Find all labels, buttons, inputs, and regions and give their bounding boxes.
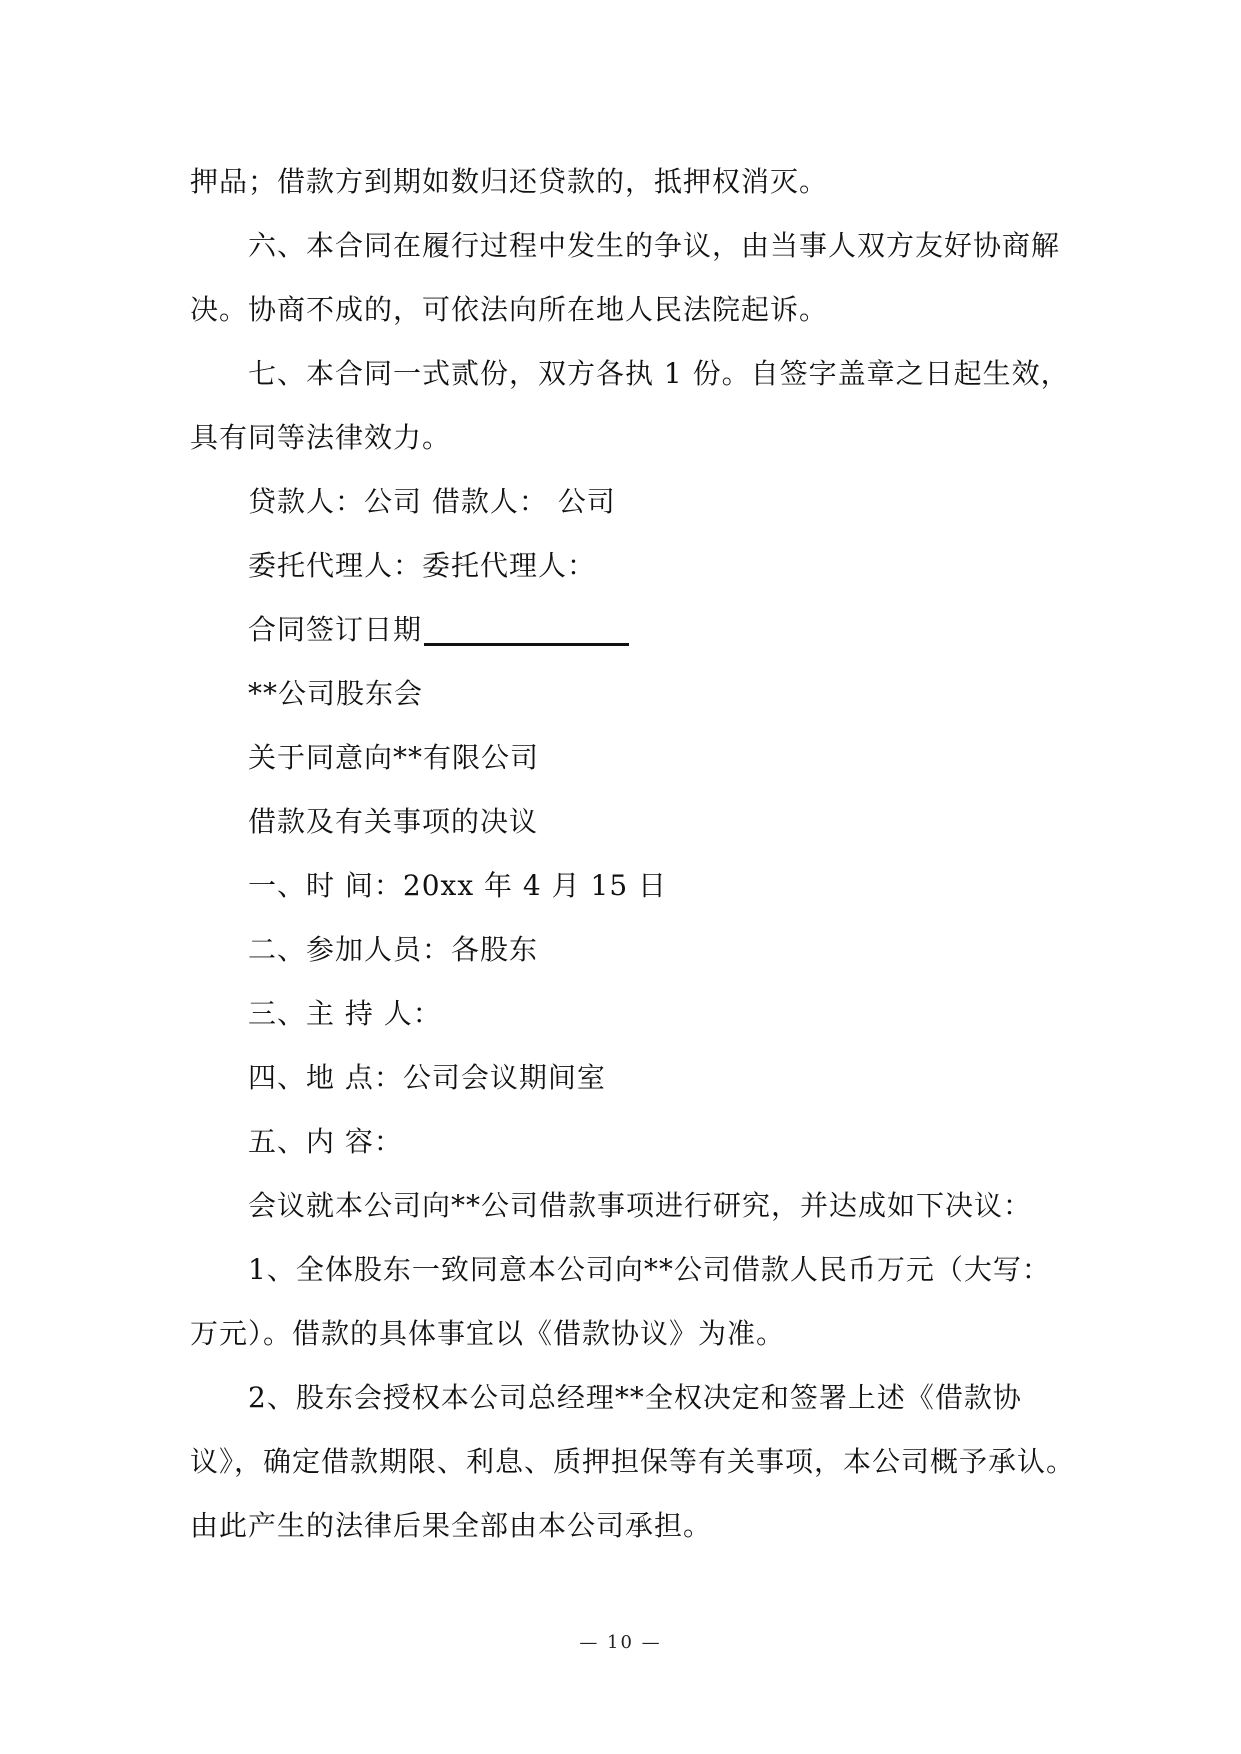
content-label-line: 五、内 容： [248,1125,403,1158]
meeting-time-line: 一、时 间：20xx 年 4 月 15 日 [248,869,668,902]
resolution-item-2-line-2: 议》，确定借款期限、利息、质押担保等有关事项，本公司概予承认。 [190,1445,1076,1478]
contract-date-line [190,598,1060,662]
document-body [190,150,1076,1558]
resolution-item-2-line-1: 2、股东会授权本公司总经理**全权决定和签署上述《借款协 [248,1381,1022,1414]
resolution-heading-1: **公司股东会 [248,677,424,710]
text-line-3: 决。协商不成的，可依法向所在地人民法院起诉。 [190,293,829,326]
participants-line: 二、参加人员：各股东 [248,933,539,966]
contract-date-label: 合同签订日期 [248,613,423,646]
resolution-item-1-line-1: 1、全体股东一致同意本公司向**公司借款人民币万元（大写： [248,1253,1051,1286]
page-number: — 10 — [579,1632,662,1653]
text-line-5: 具有同等法律效力。 [190,421,452,454]
host-line: 三、主 持 人： [248,997,442,1030]
date-blank-underline [424,643,629,646]
text-line-4: 七、本合同一式贰份，双方各执 1 份。自签字盖章之日起生效， [248,357,1070,390]
location-line: 四、地 点：公司会议期间室 [248,1061,606,1094]
resolution-item-2-line-3: 由此产生的法律后果全部由本公司承担。 [190,1509,713,1542]
text-line-1: 押品；借款方到期如数归还贷款的，抵押权消灭。 [190,165,829,198]
text-line-2: 六、本合同在履行过程中发生的争议，由当事人双方友好协商解 [248,229,1061,262]
resolution-heading-3: 借款及有关事项的决议 [248,805,539,838]
resolution-item-1-line-2: 万元）。借款的具体事宜以《借款协议》为准。 [190,1317,786,1350]
resolution-heading-2: 关于同意向**有限公司 [248,741,540,774]
agent-line: 委托代理人：委托代理人： [248,549,597,582]
resolution-intro-line: 会议就本公司向**公司借款事项进行研究，并达成如下决议： [248,1189,1033,1222]
lender-borrower-line: 贷款人：公司 借款人： 公司 [248,485,616,518]
